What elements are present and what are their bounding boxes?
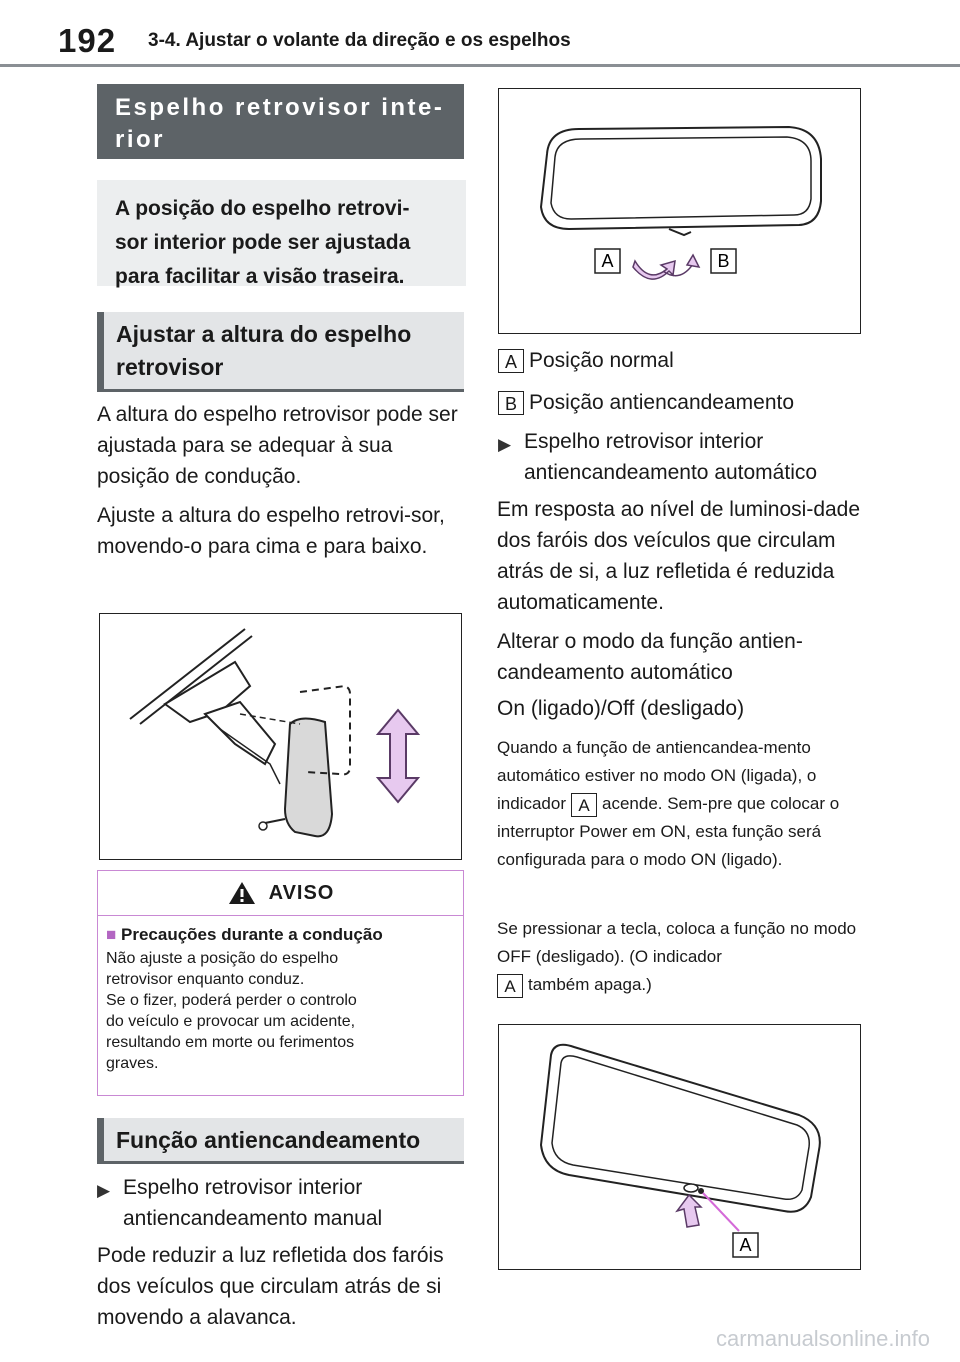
label-a-box: A (498, 349, 524, 373)
warning-subtitle-text: Precauções durante a condução (121, 925, 383, 944)
antiglare-heading: Função antiencandeamento (97, 1118, 464, 1164)
triangle-bullet-icon: ▶ (97, 1181, 111, 1200)
manual-bullet-text: Espelho retrovisor interior antiencandeamento manual (123, 1176, 383, 1230)
manual-paragraph: Pode reduzir a luz refletida dos faróis dos veículos que circulam atrás de si movendo a alavanca. (97, 1244, 444, 1329)
small-paragraph-2-part-a: Se pressionar a tecla, coloca a função no modo OFF (desligado). (O indicador (497, 919, 857, 966)
warning-header (98, 871, 463, 916)
small-paragraph-2-part-b: também apaga.) (528, 975, 652, 994)
auto-mirror-illustration (499, 1025, 859, 1268)
warning-triangle-icon (227, 880, 257, 906)
indicator-label-a-2: A (497, 974, 523, 998)
label-b-box: B (498, 391, 524, 415)
mirror-height-illustration (100, 614, 460, 858)
auto-paragraph-1: Em resposta ao nível de luminosi-dade dos faróis dos veículos que circulam atrás de si, a luz refletida é reduzida automaticamente. (497, 498, 861, 614)
fig-label-a: A (601, 251, 614, 271)
small-paragraph-1-part-a: Quando a função de antiencandea-mento automático estiver no modo ON (ligada), o indicador (497, 738, 817, 813)
small-paragraph-1 (497, 734, 862, 874)
mirror-position-illustration (499, 89, 859, 332)
auto-paragraph-3: On (ligado)/Off (desligado) (497, 697, 745, 720)
auto-mirror-figure (498, 1024, 861, 1270)
fig2-label-a: A (739, 1235, 752, 1255)
height-paragraph-1: A altura do espelho retrovisor pode ser ajustada para se adequar à sua posição de condução. (97, 403, 458, 488)
legend-b (498, 387, 878, 418)
warning-text: Não ajuste a posição do espelho retrovisor enquanto conduz. Se o fizer, poderá perder o controlo do veículo e provocar um acidente, resultando em morte ou ferimentos graves. (106, 950, 357, 1072)
legend-b-text: Posição antiencandeamento (529, 391, 795, 414)
small-paragraph-2 (497, 915, 862, 999)
triangle-bullet-icon: ▶ (498, 435, 512, 454)
watermark: carmanualsonline.info (715, 1326, 930, 1351)
square-bullet-icon: ■ (106, 925, 117, 944)
warning-box (97, 870, 464, 1096)
page-number: 192 (58, 22, 117, 59)
height-paragraph-2: Ajuste a altura do espelho retrovi-sor, movendo-o para cima e para baixo. (97, 504, 445, 558)
height-heading: Ajustar a altura do espelho retrovisor (97, 312, 464, 392)
section-banner: Espelho retrovisor inte- rior (97, 84, 464, 159)
warning-title: AVISO (268, 881, 335, 904)
mirror-height-figure (99, 613, 462, 860)
small-paragraph-1-part-b: acende. Sem-pre que colocar o interruptor Power em ON, esta função será configurada para o modo ON (ligado). (497, 794, 840, 869)
fig-label-b: B (717, 251, 730, 271)
mirror-position-figure (498, 88, 861, 334)
auto-bullet-text: Espelho retrovisor interior antiencandeamento automático (524, 430, 818, 484)
warning-subtitle (106, 922, 455, 948)
section-title: 3-4. Ajustar o volante da direção e os espelhos (148, 30, 571, 51)
legend-a-text: Posição normal (529, 349, 674, 372)
intro-box: A posição do espelho retrovi- sor interior pode ser ajustada para facilitar a visão traseira. (97, 180, 466, 286)
header-divider (0, 64, 960, 67)
legend-a (498, 345, 878, 376)
manual-bullet (97, 1172, 457, 1234)
auto-bullet (498, 426, 858, 488)
auto-paragraph-2: Alterar o modo da função antien-candeamento automático (497, 630, 803, 684)
indicator-label-a: A (571, 793, 597, 817)
